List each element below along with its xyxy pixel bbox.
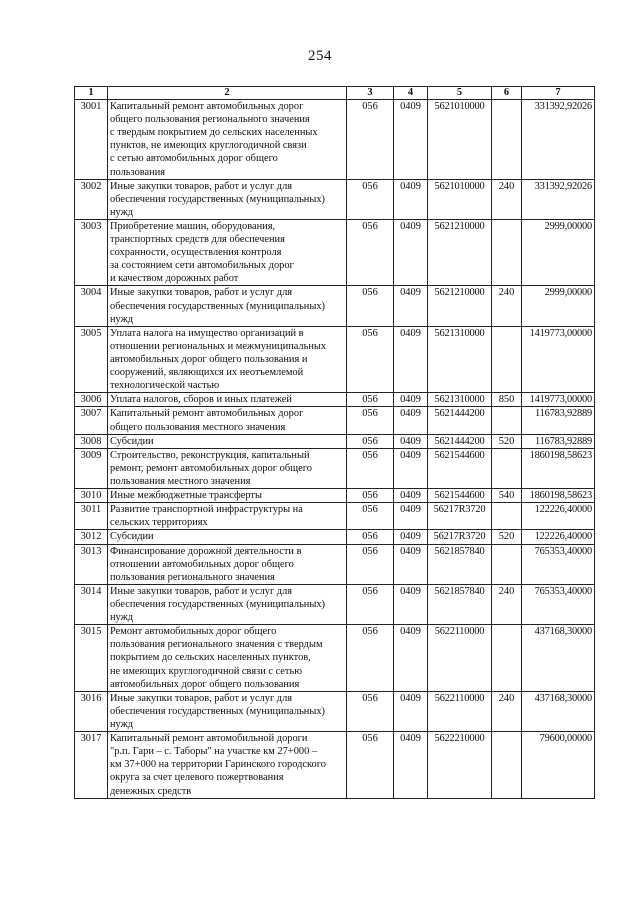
row-name-line: Субсидии (110, 531, 154, 543)
table-row (75, 530, 595, 544)
row-vr-cell (492, 544, 522, 584)
row-csr-cell: 56217R3720 (428, 503, 492, 530)
row-sum-cell: 122226,40000 (522, 530, 595, 544)
row-name-line: Развитие транспортной инфраструктуры на (110, 504, 303, 516)
row-csr-cell: 5621444200 (428, 434, 492, 448)
row-sum-cell: 765353,40000 (522, 584, 595, 624)
row-name-line: пунктов, не имеющих круглогодичной связи (110, 140, 307, 152)
row-code-cell: 056 (347, 625, 394, 692)
budget-table (74, 86, 595, 799)
row-number-cell: 3010 (75, 489, 108, 503)
row-name-line: отношении региональных и межмуниципальных (110, 340, 327, 352)
row-section-cell: 0409 (394, 584, 428, 624)
row-code-cell: 056 (347, 434, 394, 448)
row-vr-cell: 540 (492, 489, 522, 503)
row-csr-cell: 5621310000 (428, 326, 492, 393)
row-name-line: пользования местного значения (110, 476, 251, 488)
row-name-line: сооружений, являющихся их неотъемлемой (110, 367, 304, 379)
row-sum-cell: 2999,00000 (522, 286, 595, 326)
row-code-cell: 056 (347, 691, 394, 731)
row-csr-cell: 5621444200 (428, 407, 492, 434)
row-code-cell: 056 (347, 326, 394, 393)
row-vr-cell (492, 99, 522, 179)
row-section-cell: 0409 (394, 407, 428, 434)
row-vr-cell: 240 (492, 179, 522, 219)
row-name-cell (108, 286, 347, 326)
row-name-cell (108, 489, 347, 503)
table-row (75, 286, 595, 326)
row-sum-cell: 437168,30000 (522, 691, 595, 731)
row-name-line: Субсидии (110, 435, 154, 447)
row-section-cell: 0409 (394, 625, 428, 692)
header-cell: 2 (108, 87, 347, 100)
row-name-line: ремонт, ремонт автомобильных дорог общего (110, 462, 312, 474)
row-sum-cell: 122226,40000 (522, 503, 595, 530)
row-number-cell: 3001 (75, 99, 108, 179)
row-name-line: сохранности, осуществления контроля (110, 247, 282, 259)
row-name-line: Капитальный ремонт автомобильных дорог (110, 100, 304, 112)
row-number-cell: 3016 (75, 691, 108, 731)
row-csr-cell: 5622110000 (428, 691, 492, 731)
table-row (75, 544, 595, 584)
row-section-cell: 0409 (394, 503, 428, 530)
row-number-cell: 3003 (75, 219, 108, 286)
row-name-line: пользования регионального значения с твердым (110, 639, 323, 651)
row-sum-cell: 1419773,00000 (522, 326, 595, 393)
table-row (75, 489, 595, 503)
row-name-line: Иные закупки товаров, работ и услуг для (110, 585, 293, 597)
header-cell: 1 (75, 87, 108, 100)
row-section-cell: 0409 (394, 326, 428, 393)
header-cell: 4 (394, 87, 428, 100)
row-number-cell: 3007 (75, 407, 108, 434)
table-row (75, 584, 595, 624)
row-number-cell: 3006 (75, 393, 108, 407)
row-name-cell (108, 407, 347, 434)
page-number: 254 (308, 48, 332, 64)
row-name-cell (108, 732, 347, 799)
row-number-cell: 3012 (75, 530, 108, 544)
row-code-cell: 056 (347, 393, 394, 407)
row-name-line: и качеством дорожных работ (110, 273, 239, 285)
table-row (75, 99, 595, 179)
row-vr-cell (492, 625, 522, 692)
row-csr-cell: 5621210000 (428, 286, 492, 326)
row-vr-cell: 240 (492, 584, 522, 624)
row-name-line: Уплата налогов, сборов и иных платежей (110, 394, 292, 406)
row-name-line: не имеющих круглогодичной связи с сетью (110, 665, 302, 677)
table-row (75, 691, 595, 731)
row-code-cell: 056 (347, 544, 394, 584)
row-vr-cell: 240 (492, 691, 522, 731)
row-name-cell (108, 393, 347, 407)
row-sum-cell: 331392,92026 (522, 179, 595, 219)
row-name-line: Иные закупки товаров, работ и услуг для (110, 180, 293, 192)
row-section-cell: 0409 (394, 434, 428, 448)
row-name-line: отношении автомобильных дорог общего (110, 558, 294, 570)
row-name-cell (108, 179, 347, 219)
row-name-line: Приобретение машин, оборудования, (110, 220, 276, 232)
row-number-cell: 3015 (75, 625, 108, 692)
row-number-cell: 3011 (75, 503, 108, 530)
row-code-cell: 056 (347, 448, 394, 488)
row-csr-cell: 56217R3720 (428, 530, 492, 544)
row-vr-cell (492, 732, 522, 799)
row-name-line: с твердым покрытием до сельских населенных (110, 127, 318, 139)
header-cell: 6 (492, 87, 522, 100)
row-name-line: Уплата налога на имущество организаций в (110, 327, 304, 339)
row-section-cell: 0409 (394, 530, 428, 544)
row-number-cell: 3005 (75, 326, 108, 393)
row-code-cell: 056 (347, 732, 394, 799)
row-name-line: "р.п. Гари – с. Таборы" на участке км 27+000 – (110, 746, 318, 758)
row-section-cell: 0409 (394, 489, 428, 503)
row-number-cell: 3017 (75, 732, 108, 799)
row-csr-cell: 5621310000 (428, 393, 492, 407)
row-name-line: денежных средств (110, 785, 192, 797)
row-code-cell: 056 (347, 286, 394, 326)
row-name-line: обеспечения государственных (муниципальных) (110, 599, 326, 610)
row-name-line: округа за счет целевого пожертвования (110, 772, 284, 784)
row-vr-cell (492, 407, 522, 434)
row-vr-cell (492, 448, 522, 488)
row-name-line: за состоянием сети автомобильных дорог (110, 260, 294, 272)
row-name-line: Строительство, реконструкция, капитальный (110, 449, 310, 461)
row-name-cell (108, 326, 347, 393)
row-name-line: Иные закупки товаров, работ и услуг для (110, 692, 293, 704)
row-sum-cell: 116783,92889 (522, 434, 595, 448)
row-name-cell (108, 530, 347, 544)
table-row (75, 434, 595, 448)
row-sum-cell: 79600,00000 (522, 732, 595, 799)
row-name-line: автомобильных дорог общего пользования (110, 678, 300, 690)
row-code-cell: 056 (347, 99, 394, 179)
row-name-line: общего пользования местного значения (110, 421, 286, 433)
row-name-line: автомобильных дорог общего пользования и (110, 354, 308, 366)
row-csr-cell: 5621010000 (428, 179, 492, 219)
row-vr-cell (492, 219, 522, 286)
row-csr-cell: 5622110000 (428, 625, 492, 692)
row-vr-cell (492, 503, 522, 530)
row-number-cell: 3013 (75, 544, 108, 584)
row-name-line: сельских территориях (110, 517, 208, 529)
row-section-cell: 0409 (394, 732, 428, 799)
row-code-cell: 056 (347, 503, 394, 530)
table-row (75, 407, 595, 434)
row-sum-cell: 2999,00000 (522, 219, 595, 286)
row-csr-cell: 5621210000 (428, 219, 492, 286)
row-vr-cell: 520 (492, 530, 522, 544)
header-cell: 7 (522, 87, 595, 100)
table-body (75, 99, 595, 798)
row-code-cell: 056 (347, 584, 394, 624)
row-name-line: Капитальный ремонт автомобильной дороги (110, 733, 308, 745)
row-name-cell (108, 448, 347, 488)
row-name-line: Иные межбюджетные трансферты (110, 490, 262, 502)
row-sum-cell: 116783,92889 (522, 407, 595, 434)
row-vr-cell: 850 (492, 393, 522, 407)
row-csr-cell: 5621010000 (428, 99, 492, 179)
row-section-cell: 0409 (394, 393, 428, 407)
row-name-cell (108, 691, 347, 731)
row-name-cell (108, 219, 347, 286)
row-section-cell: 0409 (394, 544, 428, 584)
row-name-line: пользования регионального значения (110, 571, 275, 583)
table-row (75, 393, 595, 407)
row-number-cell: 3004 (75, 286, 108, 326)
row-name-line: пользования (110, 166, 166, 178)
row-code-cell: 056 (347, 489, 394, 503)
table-row (75, 219, 595, 286)
header-cell: 3 (347, 87, 394, 100)
row-csr-cell: 5622210000 (428, 732, 492, 799)
row-number-cell: 3002 (75, 179, 108, 219)
row-code-cell: 056 (347, 219, 394, 286)
row-section-cell: 0409 (394, 99, 428, 179)
row-section-cell: 0409 (394, 286, 428, 326)
row-csr-cell: 5621544600 (428, 489, 492, 503)
row-section-cell: 0409 (394, 219, 428, 286)
row-name-cell (108, 434, 347, 448)
row-name-line: нужд (110, 313, 134, 325)
row-vr-cell (492, 326, 522, 393)
row-name-line: технологической частью (110, 380, 220, 392)
row-code-cell: 056 (347, 179, 394, 219)
row-name-line: транспортных средств для обеспечения (110, 234, 285, 246)
row-name-line: нужд (110, 612, 134, 624)
row-name-line: Иные закупки товаров, работ и услуг для (110, 287, 293, 299)
row-section-cell: 0409 (394, 691, 428, 731)
row-csr-cell: 5621544600 (428, 448, 492, 488)
row-number-cell: 3014 (75, 584, 108, 624)
row-sum-cell: 765353,40000 (522, 544, 595, 584)
row-name-line: с сетью автомобильных дорог общего (110, 153, 278, 165)
row-section-cell: 0409 (394, 448, 428, 488)
row-name-line: обеспечения государственных (муниципальных) (110, 300, 326, 312)
row-name-cell (108, 99, 347, 179)
header-cell: 5 (428, 87, 492, 100)
row-csr-cell: 5621857840 (428, 544, 492, 584)
row-sum-cell: 331392,92026 (522, 99, 595, 179)
row-code-cell: 056 (347, 530, 394, 544)
row-name-line: Ремонт автомобильных дорог общего (110, 626, 277, 638)
row-sum-cell: 437168,30000 (522, 625, 595, 692)
row-sum-cell: 1860198,58623 (522, 448, 595, 488)
row-name-line: покрытием до сельских населенных пунктов, (110, 652, 311, 664)
row-name-line: общего пользования регионального значения (110, 114, 310, 126)
row-name-line: нужд (110, 718, 134, 730)
row-vr-cell: 520 (492, 434, 522, 448)
table-row (75, 448, 595, 488)
table-header-row (75, 87, 595, 100)
row-name-line: обеспечения государственных (муниципальных) (110, 193, 326, 205)
row-section-cell: 0409 (394, 179, 428, 219)
row-sum-cell: 1860198,58623 (522, 489, 595, 503)
table-row (75, 732, 595, 799)
row-name-line: км 37+000 на территории Гаринского городского (110, 759, 326, 771)
table-row (75, 503, 595, 530)
row-name-line: нужд (110, 206, 134, 218)
row-sum-cell: 1419773,00000 (522, 393, 595, 407)
row-name-cell (108, 584, 347, 624)
row-number-cell: 3009 (75, 448, 108, 488)
table-row (75, 326, 595, 393)
row-name-cell (108, 503, 347, 530)
row-name-line: Финансирование дорожной деятельности в (110, 545, 302, 557)
row-code-cell: 056 (347, 407, 394, 434)
table-row (75, 625, 595, 692)
row-number-cell: 3008 (75, 434, 108, 448)
row-name-line: Капитальный ремонт автомобильных дорог (110, 408, 304, 420)
row-name-line: обеспечения государственных (муниципальных) (110, 705, 326, 717)
row-name-cell (108, 544, 347, 584)
row-csr-cell: 5621857840 (428, 584, 492, 624)
row-name-cell (108, 625, 347, 692)
row-vr-cell: 240 (492, 286, 522, 326)
table-row (75, 179, 595, 219)
